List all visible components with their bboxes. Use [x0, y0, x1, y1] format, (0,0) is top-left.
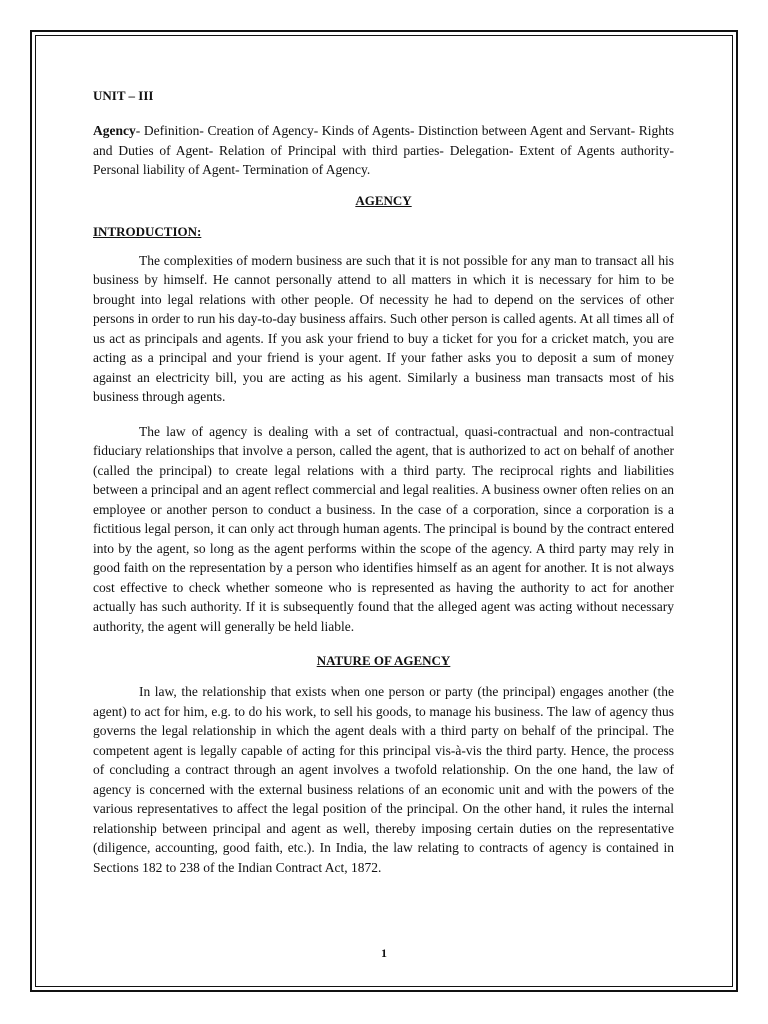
introduction-heading: INTRODUCTION: — [93, 223, 202, 239]
agency-heading: AGENCY — [355, 192, 412, 208]
unit-title: UNIT – III — [93, 88, 154, 103]
syllabus-paragraph — [93, 121, 674, 180]
intro-paragraph-1: The complexities of modern business are such that it is not possible for any man to transact all his business by himself. He cannot personally attend to all matters in which it is necessary for him to be brought into legal relations with other people. Of necessity he had to depend on the services of other persons in order to run his day-to-day business affairs. Such other person is called agents. At all times all of us act as principals and agents. If you ask your friend to buy a ticket for you for a cricket match, you are acting as a principal and your friend is your agent. If your father asks you to deposit a sum of money against an electricity bill, you are acting as his agent. Similarly a business man transacts most of his business through agents. — [93, 252, 674, 404]
syllabus-text: - Definition- Creation of Agency- Kinds of Agents- Distinction between Agent and Servant- Rights and Duties of Agent- Relation of Principal with third parties- Delegation- Extent of Agents authority- Personal liability of Agent- Termination of Agency. — [93, 123, 674, 177]
page-number: 1 — [381, 946, 387, 960]
intro-paragraph-2: The law of agency is dealing with a set of contractual, quasi-contractual and non-contractual fiduciary relationships that involve a person, called the agent, that is authorized to act on behalf of another (called the principal) to create legal relations with a third party. The reciprocal rights and liabilities between a principal and an agent reflect commercial and legal realities. A business owner often relies on an employee or another person to conduct a business. In the case of a corporation, since a corporation is a fictitious legal person, it can only act through human agents. The principal is bound by the contract entered into by the agent, so long as the agent performs within the scope of the agency. A third party may rely in good faith on the representation by a person who identifies himself as an agent for another. It is not always cost effective to check whether someone who is represented as having the authority to act for another actually has such authority. If it is subsequently found that the alleged agent was acting without necessary authority, the agent will generally be held liable. — [93, 423, 674, 634]
nature-of-agency-heading: NATURE OF AGENCY — [316, 653, 451, 668]
nature-paragraph: In law, the relationship that exists when one person or party (the principal) engages another (the agent) to act for him, e.g. to do his work, to sell his goods, to manage his business. The law of agency thus governs the legal relationship in which the agent deals with a third party on behalf of the principal. The competent agent is legally capable of acting for this principal vis-à-vis the third party. Hence, the process of concluding a contract through an agent involves a twofold relationship. On the one hand, the law of agency is concerned with the external business relations of an economic unit and with the powers of the various representatives to affect the legal position of the principal. On the other hand, it rules the internal relationship between principal and agent as well, thereby imposing certain duties on the representative (diligence, accounting, good faith, etc.). In India, the law relating to contracts of agency is contained in Sections 182 to 238 of the Indian Contract Act, 1872. — [93, 684, 674, 875]
document-body — [93, 86, 674, 877]
syllabus-lead: Agency — [93, 123, 136, 138]
